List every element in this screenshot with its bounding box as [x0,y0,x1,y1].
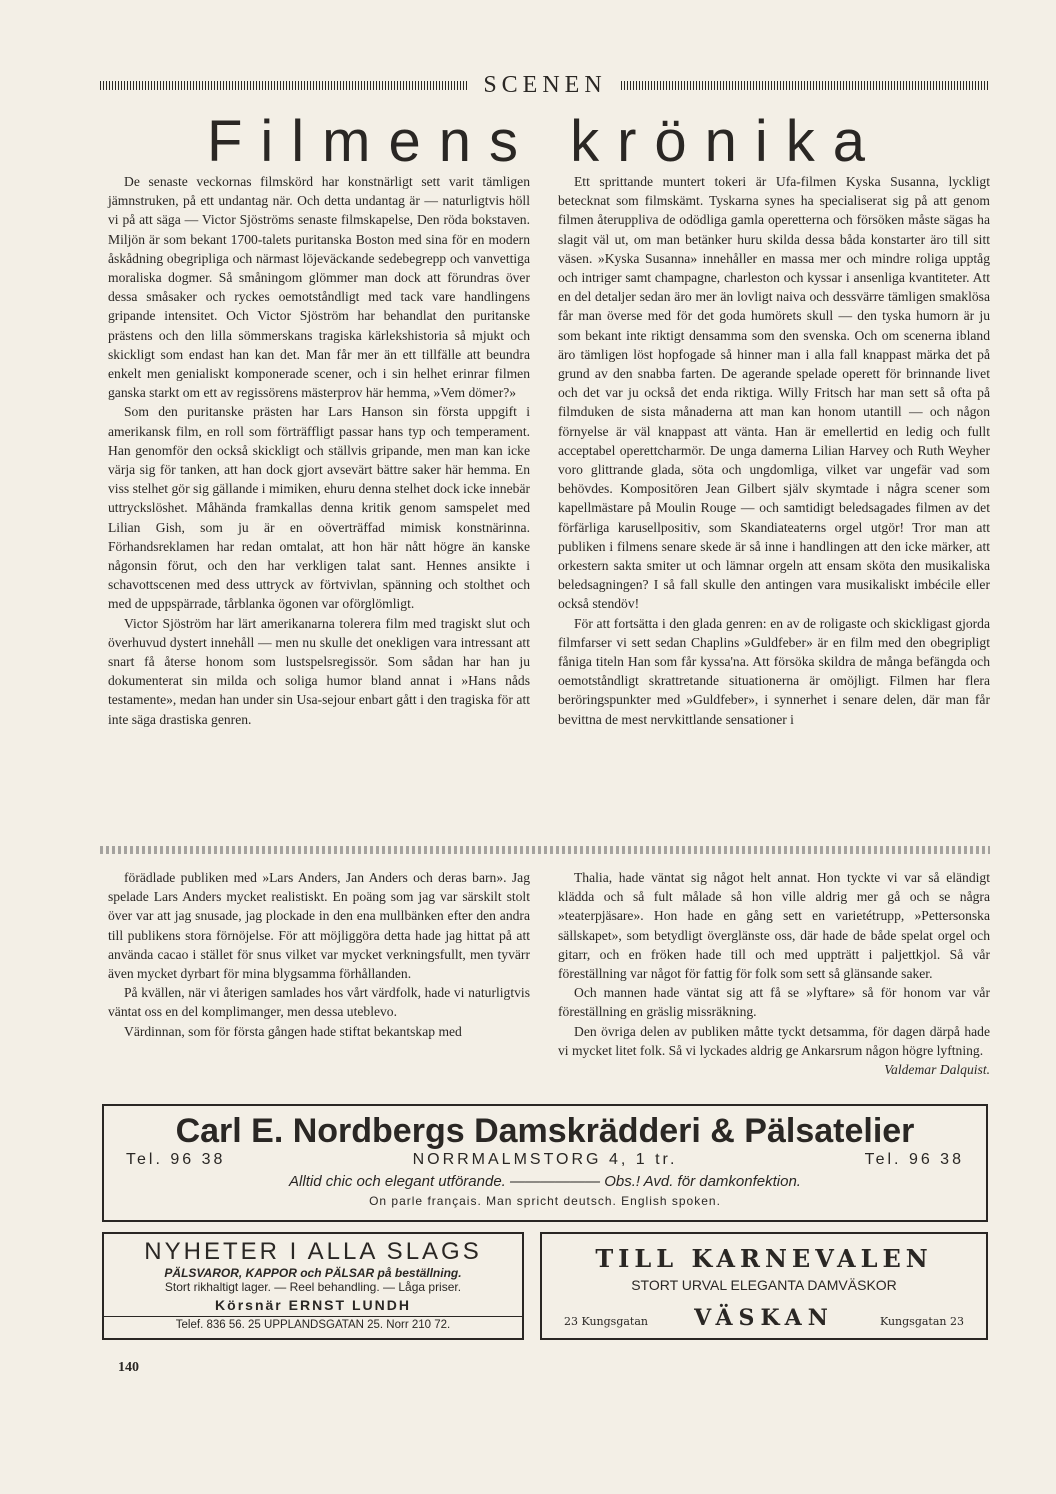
advert-products: PÄLSVAROR, KAPPOR och PÄLSAR på beställning. [164,1266,462,1280]
paragraph-text: Den övriga delen av publiken måtte tyckt detsamma, för dagen därpå hade vi mycket litet folk. Så vi lyckades aldrig ge Ankarsrum någon högre lyftning. [558,1023,990,1058]
article-column-2 [558,172,990,729]
article-title: Filmens krönika [206,109,884,174]
paragraph: Ett sprittande muntert tokeri är Ufa-filmen Kyska Susanna, lyckligt betecknat som filmskämt. Tyskarna synes ha specialiserat sig på att genom filmen återuppliva de odödliga gamla operetterna och försöken måste sägas ha slagit väl ut, om man betänker huru skilda dessa båda konstarter äro till sitt väsen. »Kyska Susanna» innehåller en massa mer och mindre roliga upptåg och intriger samt champagne, charleston och kyssar i ansenliga kvantiteter. Att en del detaljer sedan äro mer än lovligt naiva och dessvärre tämligen smaklösa får man överse med för det goda humörets skull — den tyska humorn är ju som bekant inte riktigt densamma som den svenska. Och om scenerna ibland äro tämligen löst hopfogade så hinner man i alla fall knappast märka det på grund av den snabba farten. De agerande spelade operett för brinnande livet och det var ju också det enda riktiga. Willy Fritsch har man sett så ofta på filmduken de sista månaderna att man kan honom utantill — och någon förnyelse är väl knappast att vänta. Han är emellertid en ledig och fullt acceptabel operettcharmör. De unga damerna Lilian Harvey och Ruth Weyher voro glittrande glada, söta och ungdomliga, vilket var ungefär vad som behövdes. Kompositören Jean Gilbert själv skymtade i några scener som kapellmästare på Moulin Rouge — och samtidigt beledsagades filmen av det förfärliga karusellpositiv, som Skandiateaterns orgel utgör! Tror man att publiken i filmens senare skede är så inne i handlingen att den icke märker, att orkestern sakta smiter ut och lämnar orgeln att ensam sköta den musikaliska beledsagningen? I så fall skulle den antingen vara musikaliskt imbécile eller också stendöv! [558,174,990,612]
story-column-2 [558,868,990,1079]
advert-nordbergs [102,1104,988,1222]
phone-right: Tel. 96 38 [864,1151,964,1168]
address-left: 23 Kungsgatan [564,1315,648,1328]
advert-ernst-lundh [102,1232,524,1340]
advert-owner: Körsnär ERNST LUNDH [215,1297,411,1313]
paragraph: För att fortsätta i den glada genren: en av de roligaste och skickligast gjorda filmfarser vi sett sedan Chaplins »Guldfeber» är en film med den obegripligt fåniga titeln Han som får kyssa'na. Att försöka skildra de många befängda och oemotståndligt skrattretande situationerna är omöjligt. Filmen har flera beröringspunkter med »Guldfeber», i synnerhet i senare delen, där man får bevittna de mest nervkittlande sensationer i [558,615,990,727]
header-rule-right [621,81,990,90]
advert-tagline-row [104,1173,986,1190]
paragraph: På kvällen, när vi återigen samlades hos vårt värdfolk, hade vi naturligtvis väntat oss en del komplimanger, men dessa uteblevo. [108,985,530,1020]
advert-address-row [542,1305,986,1331]
phone-left: Tel. 96 38 [126,1151,226,1168]
header-rule-left [100,81,469,90]
advert-slogan: Stort rikhaltigt lager. — Reel behandling. — Låga priser. [164,1280,462,1294]
address: NORRMALMSTORG 4, 1 tr. [412,1151,678,1168]
advert-contact-row [104,1151,986,1169]
tagline: Alltid chic och elegant utförande. [289,1173,506,1190]
shop-name: VÄSKAN [694,1305,834,1331]
section-header [100,70,990,100]
advert-contact: Telef. 836 56. 25 UPPLANDSGATAN 25. Norr 210 72. [104,1316,522,1331]
paragraph: Och mannen hade väntat sig att få se »lyftare» så för honom var vår föreställning en gräslig missräkning. [558,985,990,1020]
paragraph: förädlade publiken med »Lars Anders, Jan Anders och deras barn». Jag spelade Lars Anders mycket realistiskt. En poäng som jag var särskilt stolt över var att jag snusade, jag plockade in den ena mullbänken efter den andra till publikens stora förnöjelse. För att möjliggöra detta hade jag hittat på att använda cacao i stället för snus vilket var mycket verkningsfullt, men tyvärr även mycket dyrbart för mina blygsamma förhållanden. [108,870,530,982]
advert-subline: STORT URVAL ELEGANTA DAMVÄSKOR [631,1277,897,1293]
address-right: Kungsgatan 23 [879,1315,964,1328]
obs-note: Obs.! Avd. för damkonfektion. [604,1173,801,1190]
page-number: 140 [118,1360,139,1375]
advert-headline: NYHETER I ALLA SLAGS [144,1238,482,1265]
paragraph: Thalia, hade väntat sig något helt annat. Hon tyckte vi var så eländigt klädda och så fult målade så hon ville aldrig mer gå och se några »teaterpjäsare». Hon hade en gång sett en varietétrupp, »Pettersonska sällskapet», som betydligt överglänste oss, där hade de både spelat orgel och gitarr, och en fröken hade till och med uppträtt i paljettkjol. Så vår föreställning var något för fattig för folk som sett så glänsande saker. [558,870,990,982]
advert-headline: TILL KARNEVALEN [595,1244,933,1273]
paragraph: Som den puritanske prästen har Lars Hanson sin första uppgift i amerikansk film, en roll som förträffligt passar hans typ och temperament. Han genomför den också skickligt och ställvis gripande, men man kan icke värja sig för tanken, att han dock gjort avsevärt bättre saker här hemma. En viss stelhet gör sig gällande i mimiken, ehuru denna stelhet dock icke innebär uttryckslöshet. Måhända framkallas denna kritik genom samspelet med Lilian Gish, som ju är en oöverträffad mimisk konstnärinna. Förhandsreklamen har redan omtalat, att hon här nått högre än kanske någonsin förut, och den har verkligen talat sant. Hennes ansikte i schavottscenen med dess uttryck av förtvivlan, spänning och stolthet och med de uppspärrade, tårblanka ögonen var oförglömligt. [108,404,530,612]
paragraph: De senaste veckornas filmskörd har konstnärligt sett varit tämligen jämnstruken, på ett undantag när. Och detta undantag är — naturligtvis höll vi på att säga — Victor Sjöströms senaste filmskapelse, Den röda bokstaven. Miljön är som bekant 1700-talets puritanska Boston med sina för en modern åskådning obegripliga och närmast löjeväckande sedebegrepp och vanvettiga moraliska dogmer. Så småningom glömmer man dock att förundras över dessa småsaker och ryckes oemotståndligt med tack vare handlingens gripande intensitet. Och Victor Sjöström har behandlat den puritanske prästens och den lilla sömmerskans tragiska kärlekshistoria så mjukt och skickligt som endast han kan det. Man får mer än ett tillfälle att beundra enkelt men genialiskt komponerade scener, och i sin helhet erinrar filmen ganska starkt om ett av regissörens mästerprov här hemma, »Vem dömer?» [108,174,530,401]
section-label: SCENEN [483,71,607,98]
paragraph: Victor Sjöström har lärt amerikanarna tolerera film med tragiskt slut och överhuvud dystert innehåll — men nu skulle det onekligen vara intressant att snart få återse honom som lustspelsregissör. Som sådan har han ju dokumenterat sin milda och soliga humor bland annat i »Hans nåds testamente», medan han under sin Usa-sejour enbart gått i den tragiska för att inte säga drastiska genren. [108,615,530,727]
article-column-1 [108,172,530,729]
tagline-separator: —————— [510,1173,605,1190]
advert-company-name: Carl E. Nordbergs Damskrädderi & Pälsatelier [175,1112,915,1150]
story-column-1 [108,868,530,1041]
paragraph: Värdinnan, som för första gången hade stiftat bekantskap med [124,1023,462,1039]
wavy-divider [100,846,990,854]
languages: On parle français. Man spricht deutsch. English spoken. [369,1194,721,1208]
advert-vaskan [540,1232,988,1340]
author-signature: Valdemar Dalquist. [884,1062,990,1078]
paragraph [558,1022,990,1078]
